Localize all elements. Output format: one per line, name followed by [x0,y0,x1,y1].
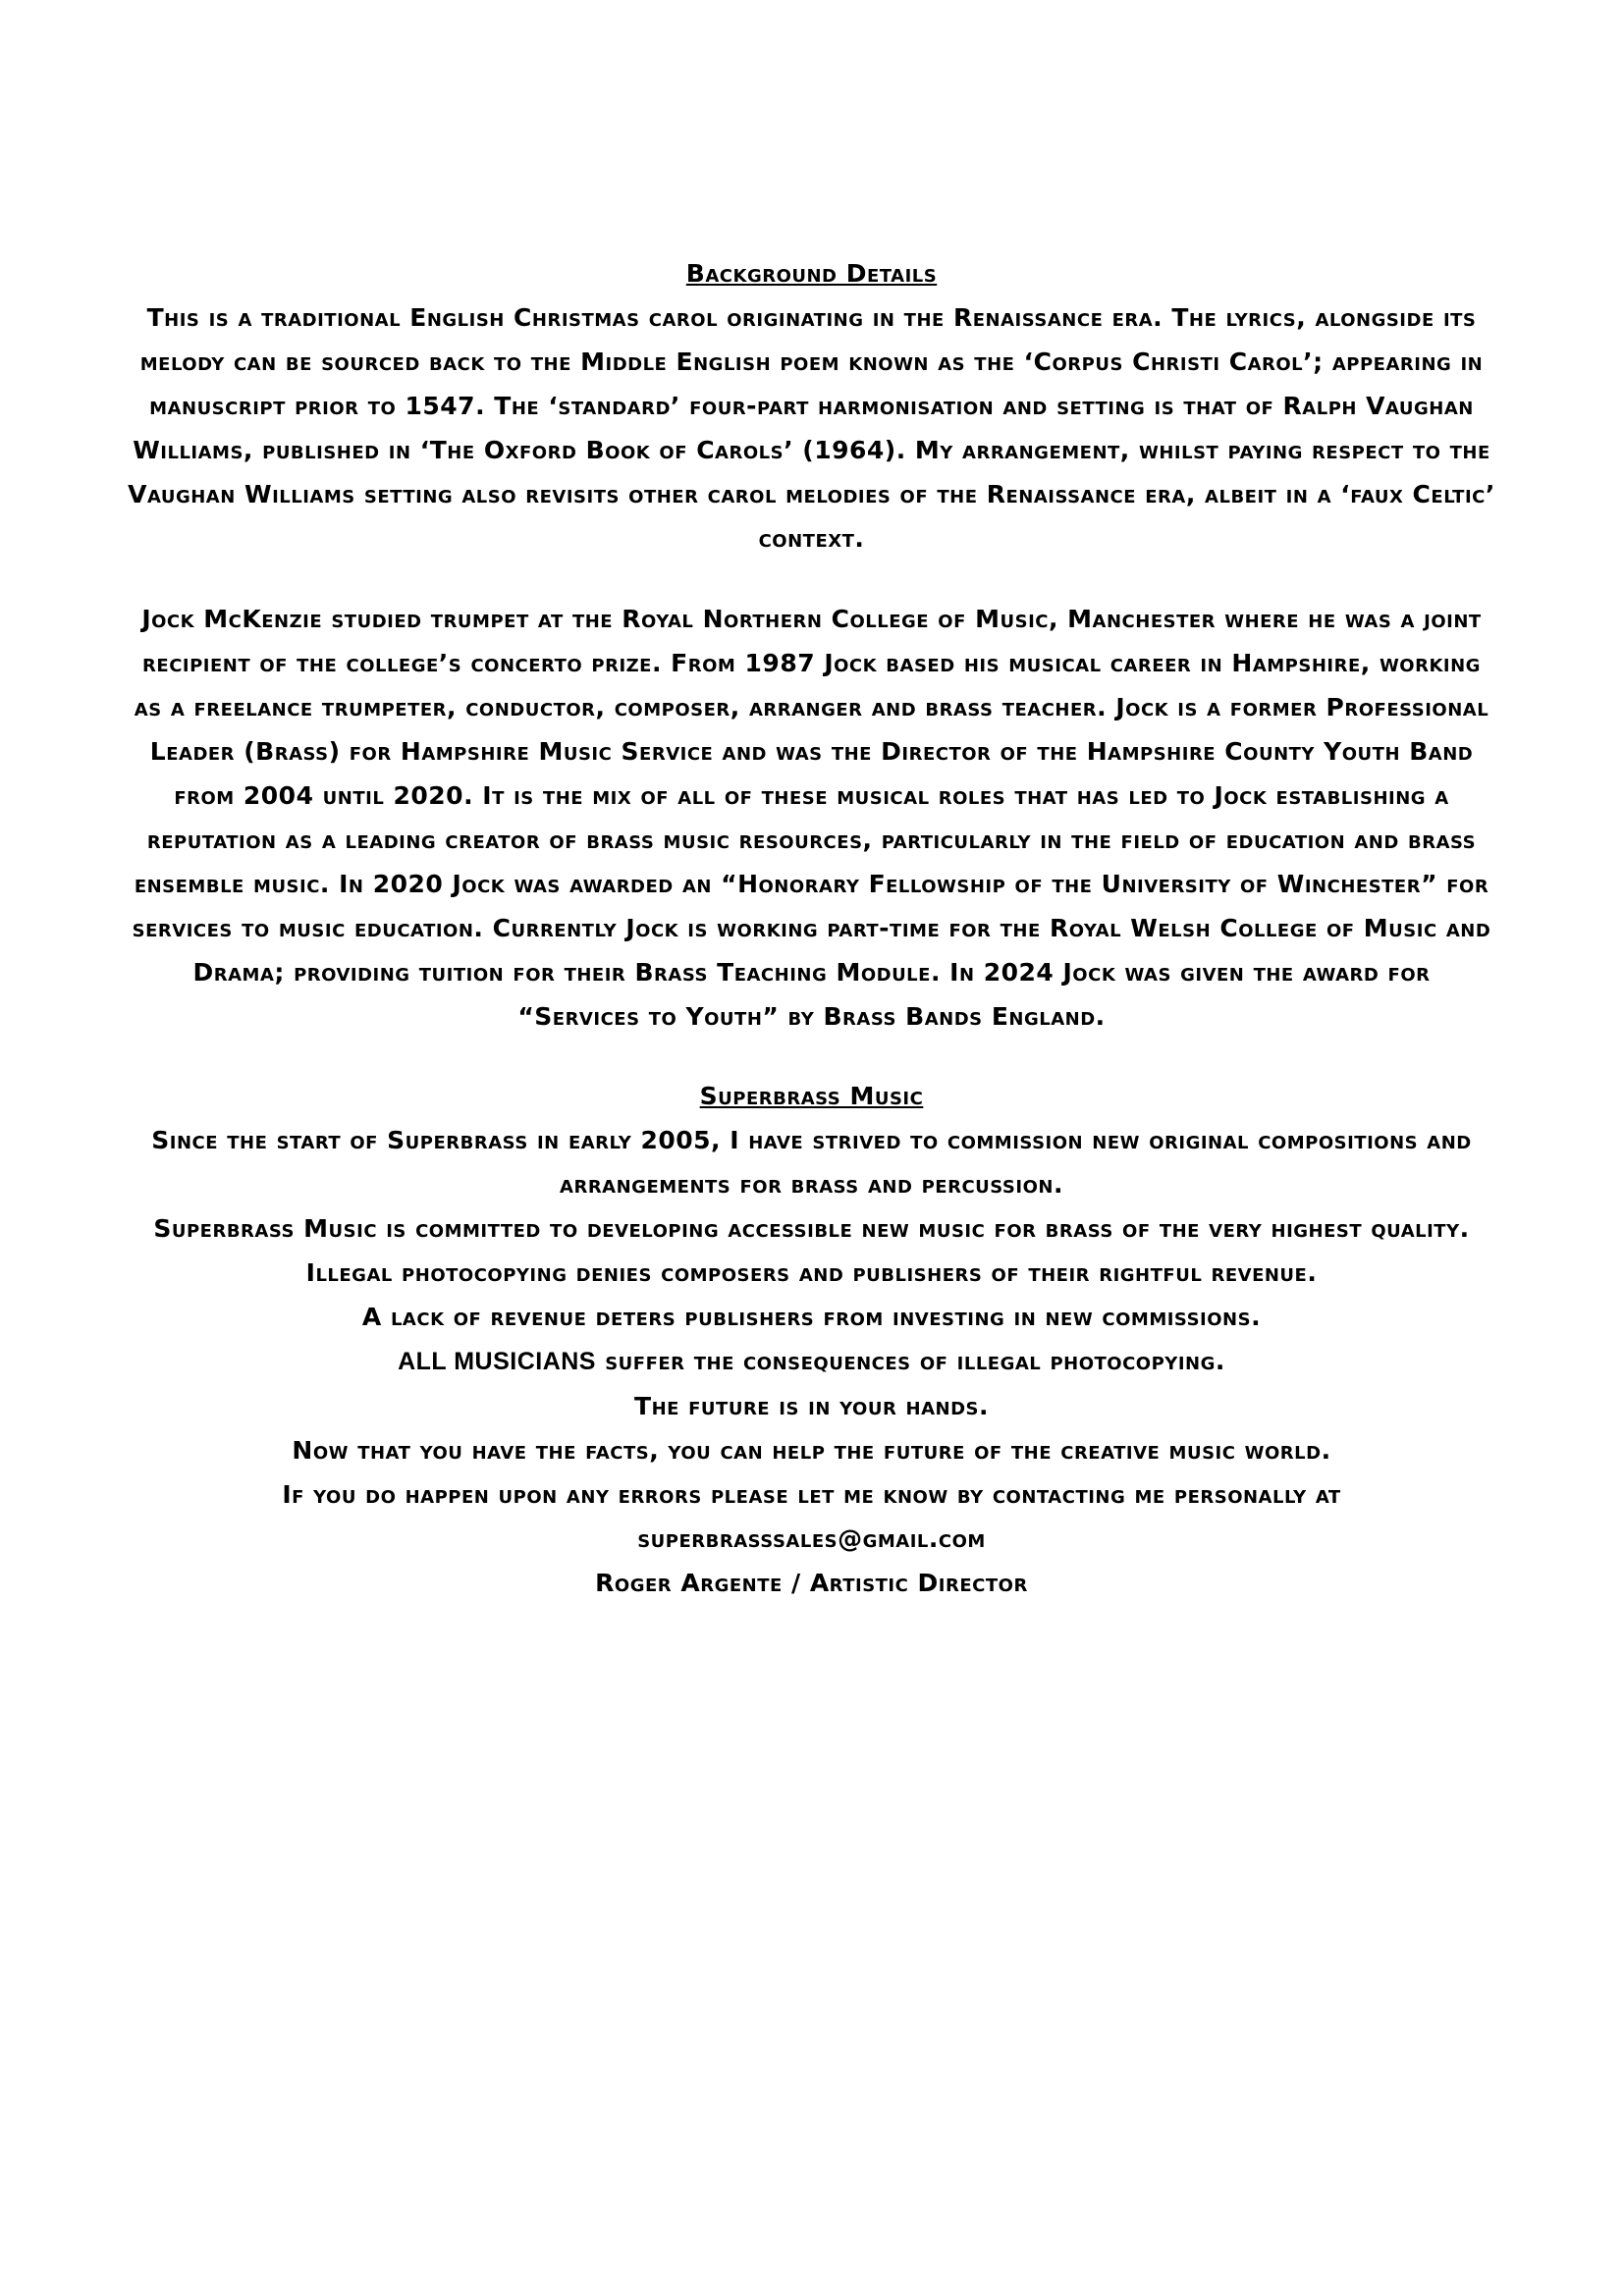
superbrass-revenue-line: A lack of revenue deters publishers from investing in new commissions. [361,1303,1262,1331]
superbrass-future-line: The future is in your hands. [634,1392,989,1420]
superbrass-errors-line: If you do happen upon any errors please let me know by contacting me personally at [282,1480,1341,1509]
superbrass-heading: Superbrass Music [699,1082,924,1110]
biography-paragraph: Jock McKenzie studied trumpet at the Royal Northern College of Music, Manchester where he was a joint recipient of the college’s concerto prize. From 1987 Jock based his musical career in Hampshire, working as a freelance trumpeter, conductor, composer, arranger and brass teacher. Jock is a former Professional Leader (Brass) for Hampshire Music Service and was the Director of the Hampshire County Youth Band from 2004 until 2020. It is the mix of all of these musical roles that has led to Jock establishing a reputation as a leading creator of brass music resources, particularly in the field of education and brass ensemble music. In 2020 Jock was awarded an “Honorary Fellowship of the University of Winchester” for services to music education. Currently Jock is working part-time for the Royal Welsh College of Music and Drama; providing tuition for their Brass Teaching Module. In 2024 Jock was given the award for “Services to Youth” by Brass Bands England. [132,605,1491,1031]
contact-email: superbrasssales@gmail.com [637,1524,986,1553]
background-heading: Background Details [685,259,938,288]
superbrass-musicians-line [128,1339,1495,1384]
biography-section [128,597,1495,1039]
all-musicians-emphasis: ALL MUSICIANS [398,1348,596,1375]
background-section [128,251,1495,561]
signature-line: Roger Argente / Artistic Director [595,1569,1028,1597]
superbrass-intro-line: Since the start of Superbrass in early 2005, I have strived to commission new original compositions and arrangements for brass and percussion. [151,1126,1472,1199]
superbrass-section [128,1074,1495,1605]
superbrass-illegal-line: Illegal photocopying denies composers and publishers of their rightful revenue. [305,1258,1318,1287]
background-paragraph: This is a traditional English Christmas carol originating in the Renaissance era. The lyrics, alongside its melody can be sourced back to the Middle English poem known as the ‘Corpus Christi Carol’; appearing in manuscript prior to 1547. The ‘standard’ four-part harmonisation and setting is that of Ralph Vaughan Williams, published in ‘The Oxford Book of Carols’ (1964). My arrangement, whilst paying respect to the Vaughan Williams setting also revisits other carol melodies of the Renaissance era, albeit in a ‘faux Celtic’ context. [128,303,1495,553]
superbrass-facts-line: Now that you have the facts, you can help the future of the creative music world. [292,1436,1331,1465]
musicians-consequence-text: suffer the consequences of illegal photocopying. [595,1347,1225,1375]
superbrass-commitment-line: Superbrass Music is committed to developing accessible new music for brass of the very highest quality. [153,1214,1470,1243]
